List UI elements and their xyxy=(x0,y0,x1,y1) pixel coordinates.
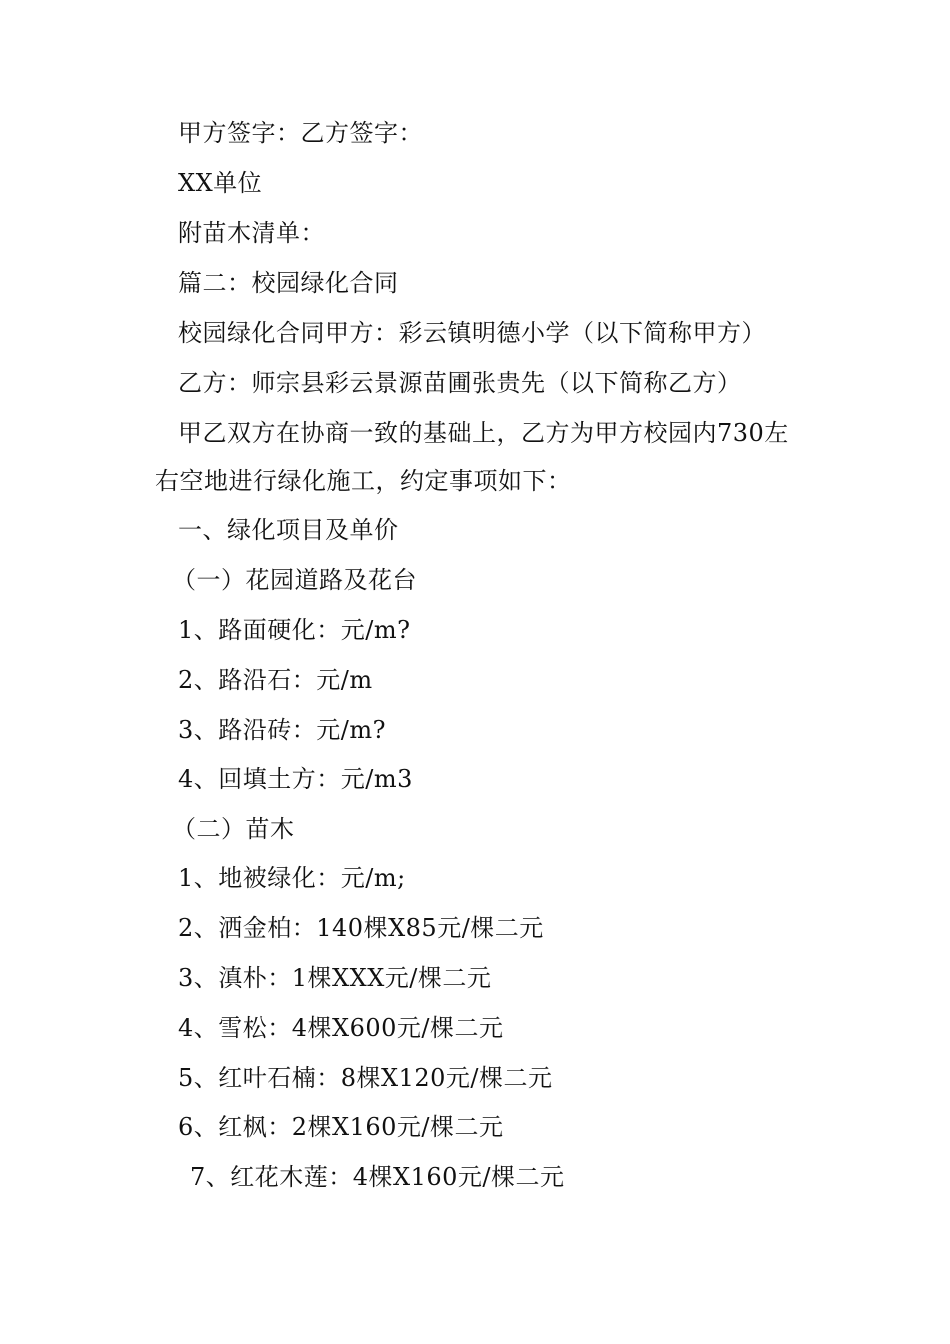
subheading-roads: （一）花园道路及花台 xyxy=(172,566,417,594)
agreement-paragraph-line-2: 右空地进行绿化施工，约定事项如下： xyxy=(155,467,572,495)
signature-line: 甲方签字：乙方签字： xyxy=(178,119,423,147)
list-item: 4、雪松：4棵X600元/棵二元 xyxy=(178,1014,504,1042)
list-item: 4、回填土方：元/m3 xyxy=(178,765,413,793)
heading-greening-items: 一、绿化项目及单价 xyxy=(178,516,399,544)
list-item: 7、红花木莲：4棵X160元/棵二元 xyxy=(190,1163,565,1191)
list-item: 2、路沿石：元/m xyxy=(178,666,373,694)
list-item: 5、红叶石楠：8棵X120元/棵二元 xyxy=(178,1064,553,1092)
attachment-line: 附苗木清单： xyxy=(178,219,325,247)
list-item: 1、地被绿化：元/m; xyxy=(178,864,406,892)
list-item: 3、路沿砖：元/m? xyxy=(178,716,386,744)
party-a-line: 校园绿化合同甲方：彩云镇明德小学（以下简称甲方） xyxy=(178,319,766,347)
subheading-seedlings: （二）苗木 xyxy=(172,815,295,843)
section-title: 篇二：校园绿化合同 xyxy=(178,269,399,297)
agreement-paragraph-line-1: 甲乙双方在协商一致的基础上，乙方为甲方校园内730左 xyxy=(178,419,789,447)
party-b-line: 乙方：师宗县彩云景源苗圃张贵先（以下简称乙方） xyxy=(178,369,742,397)
list-item: 1、路面硬化：元/m? xyxy=(178,616,411,644)
list-item: 3、滇朴：1棵XXX元/棵二元 xyxy=(178,964,492,992)
organization-line: XX单位 xyxy=(178,169,263,197)
list-item: 2、洒金柏：140棵X85元/棵二元 xyxy=(178,914,544,942)
list-item: 6、红枫：2棵X160元/棵二元 xyxy=(178,1113,504,1141)
